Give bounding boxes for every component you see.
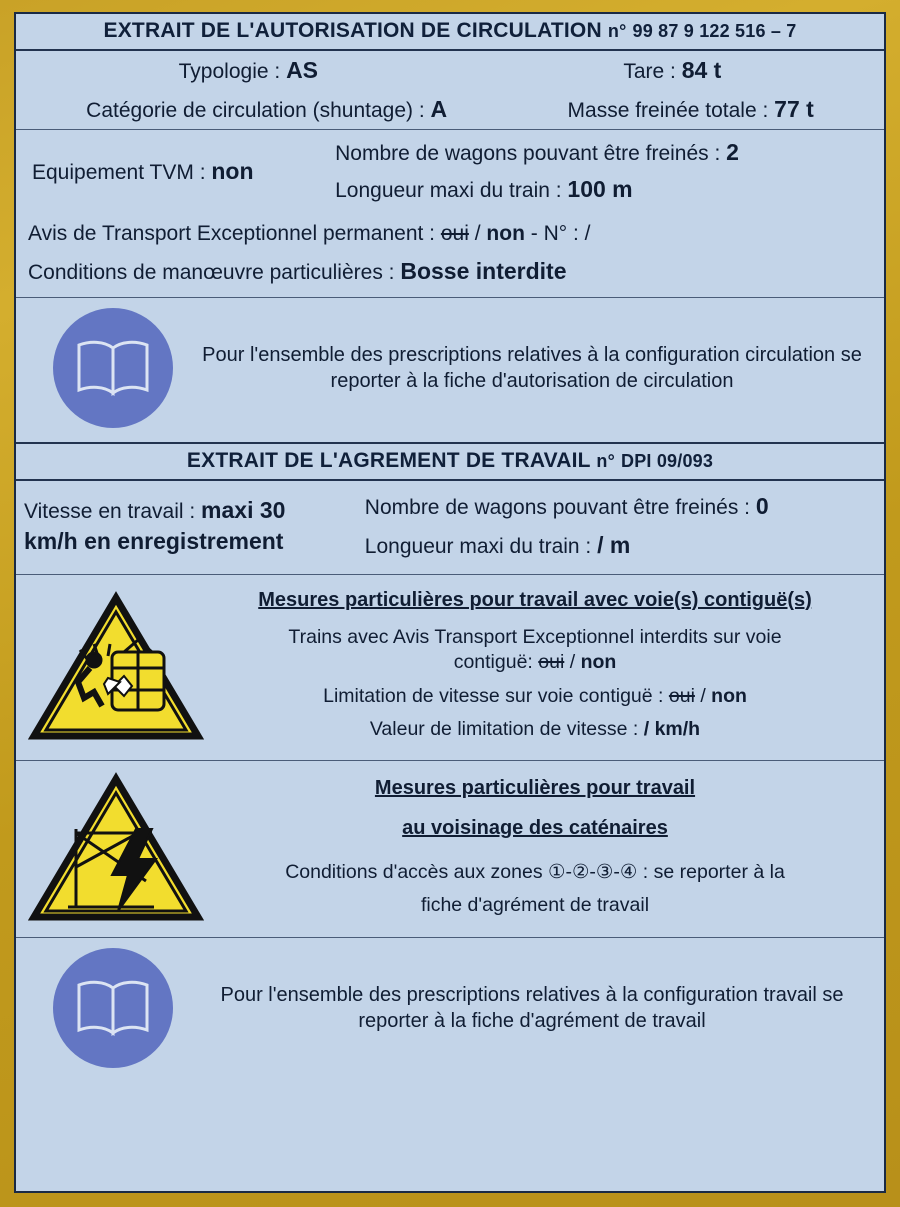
travail-title-num: DPI 09/093 bbox=[621, 451, 714, 471]
categorie-group bbox=[86, 96, 447, 123]
open-book-icon bbox=[53, 308, 173, 428]
ate-num-value: / bbox=[584, 222, 591, 245]
voie-contigue-ate-text2: contiguë: bbox=[453, 651, 533, 674]
wagons-freines-line bbox=[335, 134, 874, 171]
voie-contigue-valeur-label: Valeur de limitation de vitesse : bbox=[369, 718, 639, 741]
travail-title bbox=[16, 444, 884, 481]
voie-contigue-limitation-label: Limitation de vitesse sur voie contiguë : bbox=[323, 684, 664, 707]
longueur-maxi-label: Longueur maxi du train : bbox=[335, 179, 562, 202]
travail-book-icon-wrap bbox=[28, 948, 198, 1068]
circulation-book-note-block bbox=[16, 298, 884, 442]
block-catenaires bbox=[16, 761, 884, 938]
tare-value: 84 t bbox=[681, 57, 722, 83]
travail-title-text: EXTRAIT DE L'AGREMENT DE TRAVAIL bbox=[186, 449, 591, 472]
voie-contigue-ate-non: non bbox=[580, 651, 617, 674]
travail-book-note: Pour l'ensemble des prescriptions relatives à la configuration travail se reporter à la fiche d'agrément de travail bbox=[220, 984, 844, 1033]
wagons-freines-value: 2 bbox=[726, 139, 739, 165]
voie-contigue-valeur-line bbox=[204, 713, 866, 746]
categorie-label: Catégorie de circulation (shuntage) : bbox=[86, 99, 425, 122]
vitesse-travail-line1 bbox=[24, 495, 365, 526]
voie-contigue-limitation-sep: / bbox=[700, 684, 706, 707]
catenaires-title-line1: Mesures particulières pour travail bbox=[374, 776, 696, 799]
travail-longueur-maxi-value: / m bbox=[597, 532, 631, 559]
information-panel bbox=[14, 12, 886, 1193]
warning-high-voltage-icon bbox=[28, 771, 204, 923]
block-voie-contigue bbox=[16, 575, 884, 762]
voie-contigue-limitation-non: non bbox=[711, 684, 747, 707]
voie-contigue-ate-oui: oui bbox=[538, 651, 565, 674]
travail-longueur-maxi-line bbox=[365, 526, 876, 565]
circulation-book-note: Pour l'ensemble des prescriptions relatives à la configuration circulation se reporter à la fiche d'autorisation de circulation bbox=[202, 343, 862, 392]
open-book-icon bbox=[53, 948, 173, 1068]
catenaires-line2: fiche d'agrément de travail bbox=[420, 893, 650, 916]
circulation-title-num-label: n° bbox=[607, 21, 627, 41]
voie-contigue-limitation-oui: oui bbox=[668, 684, 695, 707]
catenaires-icon-wrap bbox=[28, 771, 204, 923]
typologie-label: Typologie : bbox=[178, 60, 281, 83]
row-vitesse-travail bbox=[16, 481, 884, 575]
masse-freinee-value: 77 t bbox=[774, 96, 814, 122]
categorie-value: A bbox=[430, 96, 448, 122]
tvm-label: Equipement TVM : bbox=[32, 160, 206, 184]
tare-label: Tare : bbox=[623, 60, 676, 83]
tvm-group bbox=[26, 158, 335, 185]
catenaires-line1: Conditions d'accès aux zones ①-②-③-④ : se reporter à la bbox=[285, 860, 785, 883]
tvm-value: non bbox=[211, 157, 254, 184]
catenaires-text-wrap bbox=[204, 773, 872, 922]
row-avis-transport-exceptionnel bbox=[16, 216, 884, 252]
circulation-title-text: EXTRAIT DE L'AUTORISATION DE CIRCULATION bbox=[103, 19, 602, 42]
manoeuvre-value: Bosse interdite bbox=[400, 258, 567, 284]
manoeuvre-label: Conditions de manœuvre particulières : bbox=[28, 261, 395, 284]
row-tvm-freinage bbox=[16, 130, 884, 216]
vitesse-travail-value: maxi 30 bbox=[201, 497, 286, 524]
catenaires-title-line2: au voisinage des caténaires bbox=[402, 817, 668, 840]
circulation-title-num: 99 87 9 122 516 – 7 bbox=[632, 21, 797, 41]
masse-freinee-label: Masse freinée totale : bbox=[567, 99, 769, 122]
voie-contigue-icon-wrap bbox=[28, 590, 204, 742]
travail-wagons-freines-value: 0 bbox=[755, 493, 769, 519]
ate-option-non: non bbox=[486, 222, 525, 245]
circulation-book-icon-wrap bbox=[28, 308, 198, 428]
typologie-value: AS bbox=[286, 57, 319, 83]
warning-train-electrocution-icon bbox=[28, 590, 204, 742]
voie-contigue-ate-sep: / bbox=[569, 651, 576, 674]
section-agrement-travail bbox=[16, 444, 884, 1082]
longueur-maxi-line bbox=[335, 171, 874, 208]
section-autorisation-circulation bbox=[16, 14, 884, 444]
row-typologie-tare bbox=[16, 51, 884, 90]
voie-contigue-valeur-value: / km/h bbox=[643, 718, 701, 741]
row-categorie-masse bbox=[16, 90, 884, 130]
wagons-freines-label: Nombre de wagons pouvant être freinés : bbox=[335, 142, 721, 165]
travail-book-note-block bbox=[16, 938, 884, 1082]
voie-contigue-ate-text1: Trains avec Avis Transport Exceptionnel interdits sur voie bbox=[288, 626, 782, 649]
travail-freinage-group bbox=[365, 487, 876, 566]
vitesse-travail-label: Vitesse en travail : bbox=[24, 500, 196, 524]
travail-longueur-maxi-label: Longueur maxi du train : bbox=[364, 535, 592, 559]
longueur-maxi-value: 100 m bbox=[567, 176, 633, 202]
row-conditions-manoeuvre bbox=[16, 252, 884, 298]
freinage-group bbox=[335, 134, 874, 208]
travail-wagons-freines-label: Nombre de wagons pouvant être freinés : bbox=[364, 496, 751, 519]
ate-separator: / bbox=[474, 222, 481, 245]
vitesse-travail-value-2: km/h en enregistrement bbox=[24, 528, 284, 555]
travail-title-num-label: n° bbox=[596, 451, 615, 471]
vitesse-travail-group bbox=[24, 495, 365, 557]
ate-num-label: - N° : bbox=[530, 222, 579, 245]
voie-contigue-limitation-line bbox=[204, 680, 866, 713]
voie-contigue-title: Mesures particulières pour travail avec voie(s) contiguë(s) bbox=[258, 588, 812, 611]
ate-option-oui: oui bbox=[440, 222, 469, 245]
masse-freinee-group bbox=[568, 96, 814, 123]
voie-contigue-text-wrap bbox=[204, 585, 872, 747]
typologie-group bbox=[179, 57, 318, 84]
tare-group bbox=[623, 57, 721, 84]
ate-label: Avis de Transport Exceptionnel permanent : bbox=[28, 222, 436, 245]
voie-contigue-ate-line bbox=[204, 621, 866, 680]
circulation-title bbox=[16, 14, 884, 51]
travail-wagons-freines-line bbox=[365, 487, 876, 526]
